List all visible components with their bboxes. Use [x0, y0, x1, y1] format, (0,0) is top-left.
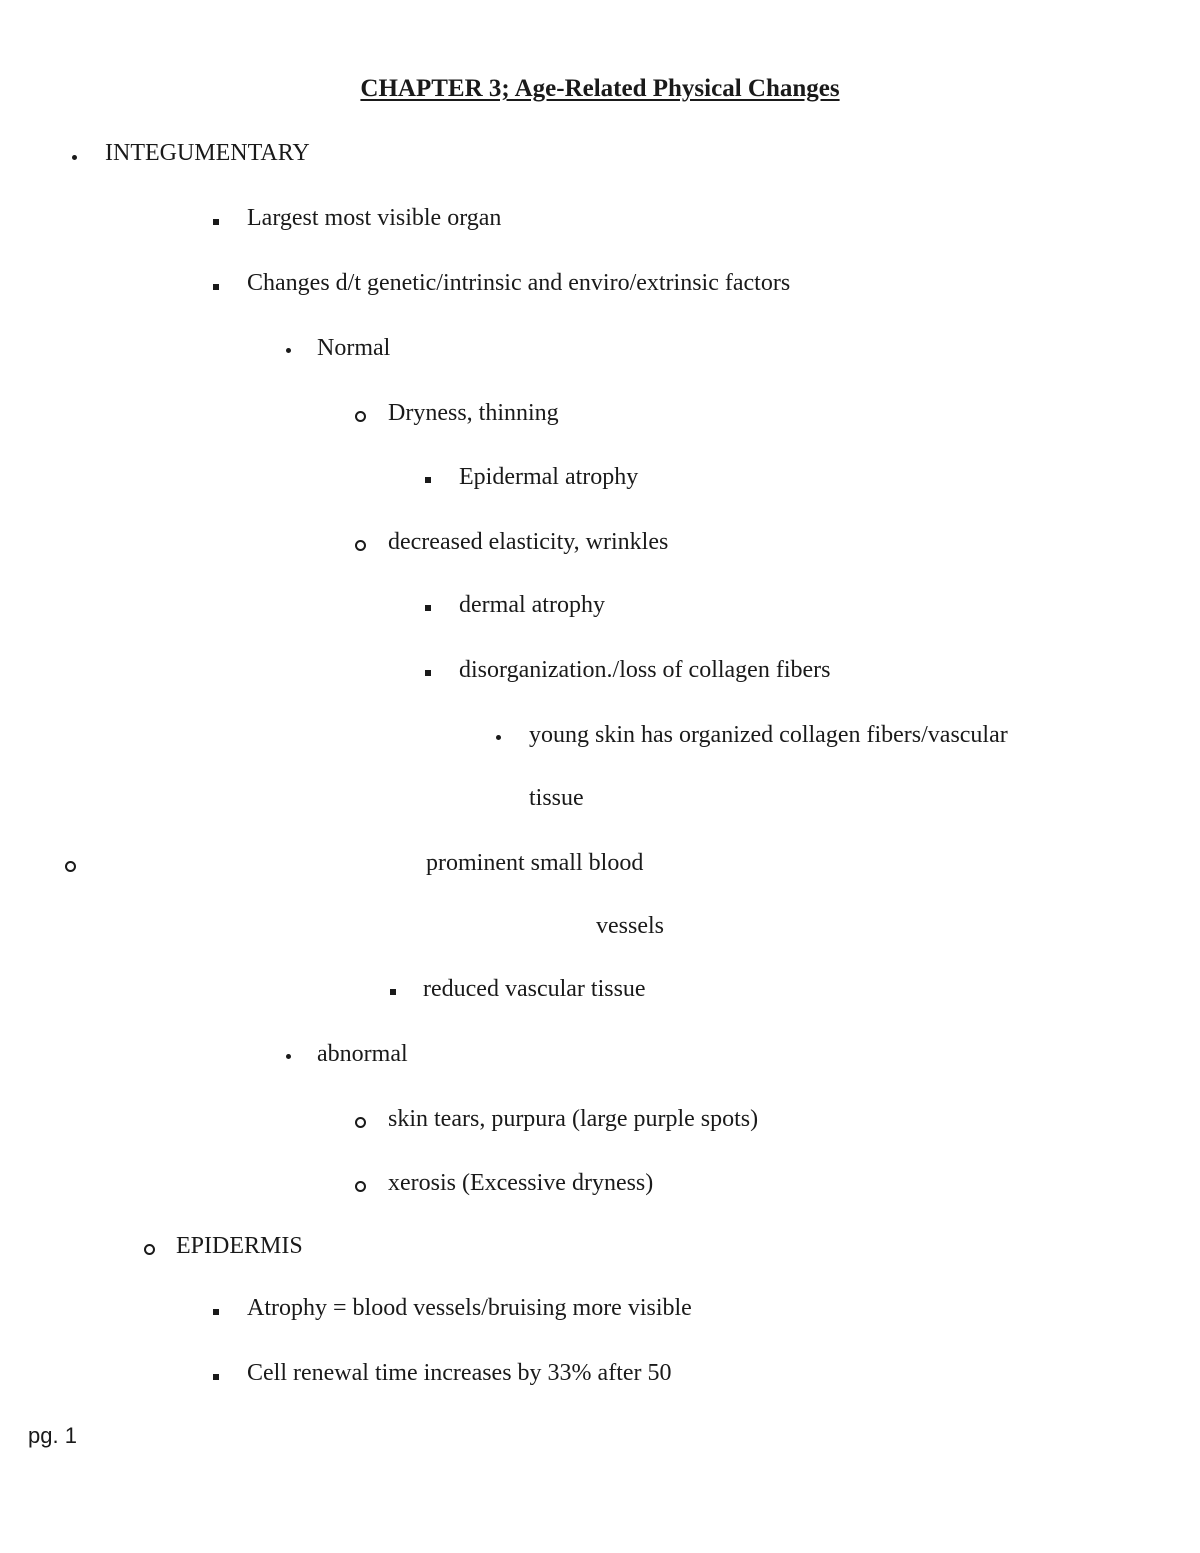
outline-item: Epidermal atrophy [459, 464, 639, 490]
outline-item: Cell renewal time increases by 33% after 50 [247, 1360, 672, 1386]
bullet-square-icon [213, 1374, 219, 1380]
bullet-square-icon [425, 670, 431, 676]
bullet-circle-icon [355, 411, 366, 422]
bullet-circle-icon [355, 1117, 366, 1128]
bullet-circle-icon [65, 861, 76, 872]
outline-item: INTEGUMENTARY [105, 140, 310, 166]
bullet-square-icon [213, 1309, 219, 1315]
bullet-square-icon [213, 219, 219, 225]
outline-item: Atrophy = blood vessels/bruising more visible [247, 1295, 692, 1321]
outline-item: Changes d/t genetic/intrinsic and enviro/extrinsic factors [247, 270, 791, 296]
bullet-square-icon [213, 284, 219, 290]
outline-item: Dryness, thinning [388, 400, 559, 426]
outline-item: xerosis (Excessive dryness) [388, 1170, 654, 1196]
outline-item: decreased elasticity, wrinkles [388, 529, 669, 555]
outline-item: prominent small blood [426, 850, 644, 876]
outline-item: disorganization./loss of collagen fibers [459, 657, 831, 683]
bullet-dot-icon [286, 348, 291, 353]
bullet-square-icon [425, 477, 431, 483]
bullet-square-icon [390, 989, 396, 995]
page-number: pg. 1 [28, 1423, 77, 1448]
outline-item: EPIDERMIS [176, 1233, 303, 1259]
bullet-dot-icon [496, 735, 501, 740]
document-title: CHAPTER 3; Age-Related Physical Changes [360, 75, 840, 102]
bullet-circle-icon [144, 1244, 155, 1255]
outline-item-continuation: vessels [596, 913, 664, 939]
outline-item-continuation: tissue [529, 785, 584, 811]
outline-item: skin tears, purpura (large purple spots) [388, 1106, 759, 1132]
bullet-square-icon [425, 605, 431, 611]
outline-item: young skin has organized collagen fibers/vascular [529, 722, 1008, 748]
outline-item: Largest most visible organ [247, 205, 502, 231]
bullet-dot-icon [72, 155, 77, 160]
bullet-dot-icon [286, 1054, 291, 1059]
bullet-circle-icon [355, 540, 366, 551]
outline-item: dermal atrophy [459, 592, 605, 618]
outline-item: abnormal [317, 1041, 408, 1067]
bullet-circle-icon [355, 1181, 366, 1192]
outline-item: reduced vascular tissue [423, 976, 646, 1002]
outline-item: Normal [317, 335, 391, 361]
